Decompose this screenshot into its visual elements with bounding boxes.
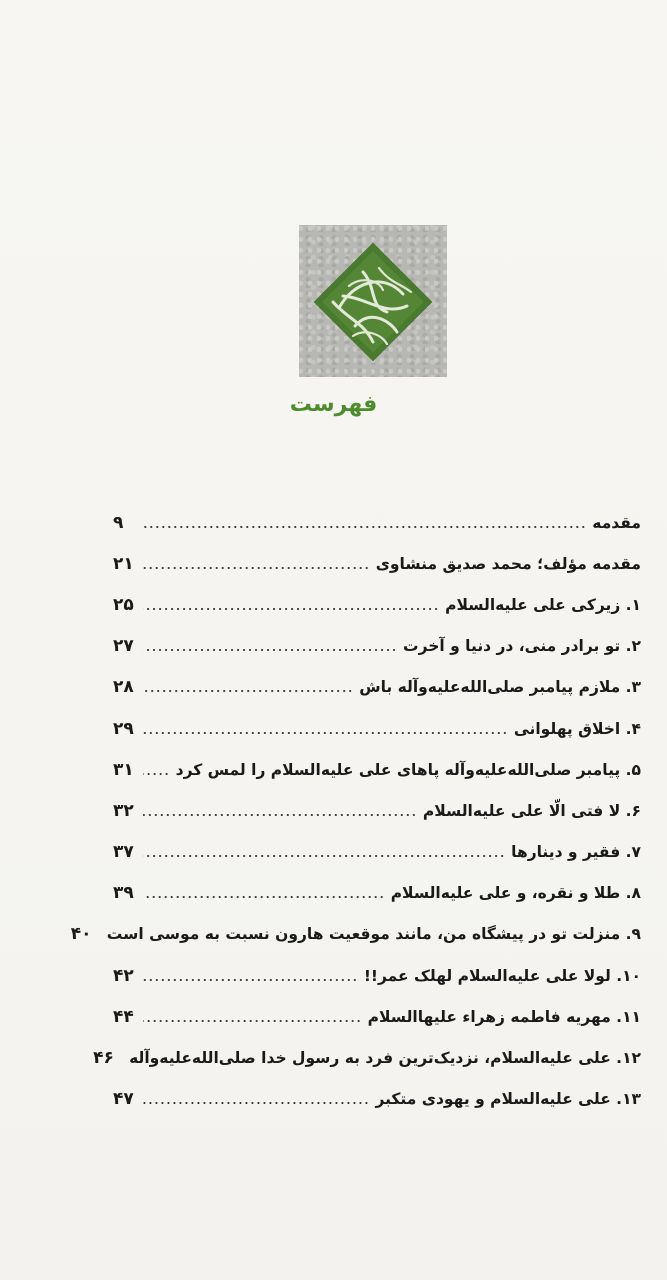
toc-entry[interactable]: [113, 667, 641, 708]
toc-entry[interactable]: [70, 914, 641, 955]
toc-entry[interactable]: [113, 502, 641, 543]
toc-entry[interactable]: [113, 832, 641, 873]
toc-entry[interactable]: [113, 584, 641, 625]
toc-leader-dots: [143, 896, 385, 898]
toc-entry[interactable]: [113, 543, 641, 584]
toc-entry-page-number: ۲۹: [113, 718, 134, 739]
toc-entry-title: ۹. منزلت تو در پیشگاه من، مانند موقعیت هارون نسبت به موسی است: [106, 925, 641, 944]
toc-entry-page-number: ۴۲: [113, 965, 134, 986]
toc-entry[interactable]: [113, 1079, 641, 1120]
toc-entry-title: ۲. تو برادر منی، در دنیا و آخرت: [403, 637, 641, 656]
toc-entry[interactable]: [113, 996, 641, 1037]
emblem-art: [299, 225, 447, 377]
toc-entry-title: ۶. لا فتی الّا علی علیه‌السلام: [422, 801, 641, 820]
toc-entry-page-number: ۴۴: [113, 1006, 134, 1027]
toc-entry-title: ۱۳. علی علیه‌السلام و یهودی متکبر: [375, 1090, 641, 1109]
toc-entry[interactable]: [93, 1037, 641, 1078]
toc-entry-title: مقدمه مؤلف؛ محمد صدیق منشاوی: [375, 554, 641, 573]
toc-entry-page-number: ۲۸: [113, 677, 134, 698]
toc-entry-title: ۵. پیامبر صلی‌الله‌علیه‌وآله پاهای علی علیه‌السلام را لمس کرد: [175, 760, 641, 779]
toc-entry-page-number: ۴۰: [70, 924, 92, 945]
toc-leader-dots: [143, 526, 586, 528]
toc-leader-dots: [143, 855, 505, 857]
toc-entry[interactable]: [113, 626, 641, 667]
toc-leader-dots: [143, 979, 358, 981]
toc-entry[interactable]: [113, 955, 641, 996]
toc-entry-page-number: ۲۵: [113, 594, 134, 615]
toc-entry[interactable]: [113, 873, 641, 914]
toc-entry[interactable]: [113, 790, 641, 831]
toc-entry-page-number: ۲۷: [113, 636, 134, 657]
toc-leader-dots: [143, 1102, 369, 1104]
toc-entry-page-number: ۳۱: [113, 759, 134, 780]
toc-entry-page-number: ۳۹: [113, 883, 134, 904]
toc-leader-dots: [143, 814, 417, 816]
toc-entry-page-number: ۴۷: [113, 1089, 134, 1110]
toc-entry-title: ۷. فقیر و دینارها: [511, 843, 641, 862]
toc-entry-title: ۱۲. علی علیه‌السلام، نزدیک‌ترین فرد به رسول خدا صلی‌الله‌علیه‌وآله: [129, 1049, 641, 1068]
toc-entry-title: ۱۱. مهریه فاطمه زهراء علیهاالسلام: [367, 1007, 641, 1026]
toc-leader-dots: [143, 649, 397, 651]
toc-entry-page-number: ۴۶: [93, 1048, 114, 1069]
toc-leader-dots: [143, 1020, 362, 1022]
toc-entry-page-number: ۳۷: [113, 842, 134, 863]
toc-leader-dots: [143, 732, 508, 734]
toc-entry-title: مقدمه: [592, 513, 641, 532]
toc-leader-dots: [143, 567, 370, 569]
toc-entry-page-number: ۹: [113, 512, 124, 533]
table-of-contents: [70, 502, 641, 1120]
toc-leader-dots: [143, 690, 353, 692]
toc-entry[interactable]: [113, 708, 641, 749]
calligraphy-emblem-icon: [299, 225, 447, 377]
toc-entry-title: ۱. زیرکی علی علیه‌السلام: [445, 595, 641, 614]
toc-entry-title: ۱۰. لولا علی علیه‌السلام لهلک عمر!!: [363, 966, 641, 985]
toc-entry-page-number: ۳۲: [113, 800, 134, 821]
page-title: فهرست: [289, 392, 378, 417]
toc-leader-dots: [143, 608, 439, 610]
toc-entry-title: ۸. طلا و نقره، و علی علیه‌السلام: [390, 884, 641, 903]
toc-entry-page-number: ۲۱: [113, 553, 134, 574]
toc-leader-dots: [143, 773, 170, 775]
toc-entry-title: ۴. اخلاق پهلوانی: [513, 719, 641, 738]
toc-entry-title: ۳. ملازم پیامبر صلی‌الله‌علیه‌وآله باش: [359, 678, 641, 697]
toc-entry[interactable]: [113, 749, 641, 790]
